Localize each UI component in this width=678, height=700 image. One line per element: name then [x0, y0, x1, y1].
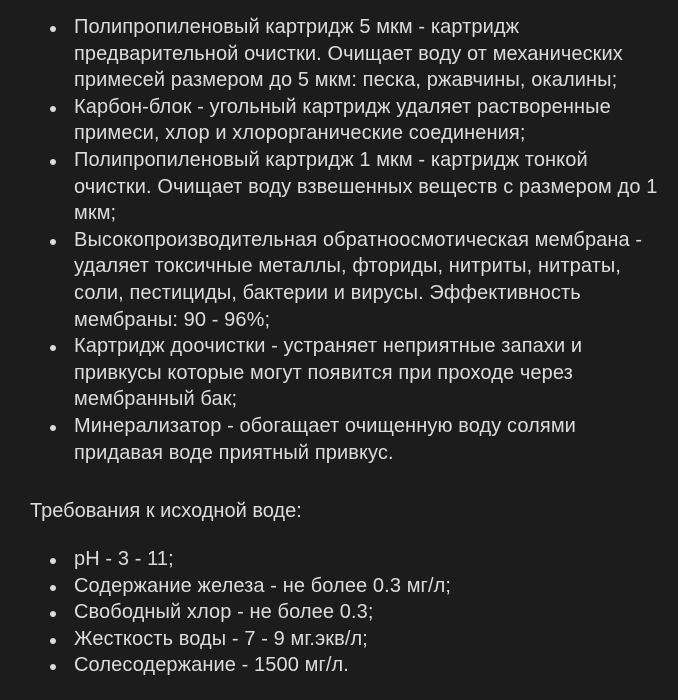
list-item — [30, 14, 664, 94]
list-item — [30, 147, 664, 227]
list-item-text: Картридж доочистки - устраняет неприятные запахи и привкусы которые могут появится при проходе через мембранный бак; — [74, 335, 583, 411]
list-item-text: Жесткость воды - 7 - 9 мг.экв/л; — [74, 627, 368, 650]
list-item — [30, 573, 664, 600]
bullet-icon — [50, 26, 56, 32]
list-item-text: Полипропиленовый картридж 1 мкм - картридж тонкой очистки. Очищает воду взвешенных веществ с размером до 1 мкм; — [74, 148, 658, 225]
list-item — [30, 599, 664, 626]
requirements-heading: Требования к исходной воде: — [30, 500, 302, 523]
list-item-text: Полипропиленовый картридж 5 мкм - картридж предварительной очистки. Очищает воду от механических примесей размером до 5 мкм: песка, ржавчины, окалины; — [74, 16, 623, 92]
list-item — [30, 652, 664, 679]
list-item-text: Солесодержание - 1500 мг/л. — [74, 654, 349, 677]
list-item — [30, 626, 664, 653]
list-item — [30, 546, 664, 573]
list-item — [30, 333, 664, 413]
bullet-icon — [50, 106, 56, 112]
requirements-list — [30, 546, 664, 679]
bullet-icon — [50, 239, 56, 245]
list-item — [30, 227, 664, 333]
filter-stages-list — [30, 14, 664, 466]
bullet-icon — [50, 345, 56, 351]
list-item-text: pH - 3 - 11; — [74, 548, 174, 571]
bullet-icon — [50, 664, 56, 670]
bullet-icon — [50, 638, 56, 644]
list-item-text: Минерализатор - обогащает очищенную воду солями придавая воде приятный привкус. — [74, 414, 576, 464]
list-item-text: Карбон-блок - угольный картридж удаляет растворенные примеси, хлор и хлорорганические соединения; — [74, 95, 611, 145]
list-item-text: Содержание железа - не более 0.3 мг/л; — [74, 574, 452, 597]
bullet-icon — [50, 585, 56, 591]
bullet-icon — [50, 558, 56, 564]
list-item — [30, 413, 664, 466]
list-item-text: Высокопроизводительная обратноосмотическая мембрана - удаляет токсичные металлы, фториды, нитриты, нитраты, соли, пестициды, бактерии и вирусы. Эффективность мембраны: 90 - 96%; — [74, 228, 643, 331]
bullet-icon — [50, 425, 56, 431]
bullet-icon — [50, 611, 56, 617]
bullet-icon — [50, 159, 56, 165]
list-item — [30, 94, 664, 147]
list-item-text: Свободный хлор - не более 0.3; — [74, 601, 374, 624]
